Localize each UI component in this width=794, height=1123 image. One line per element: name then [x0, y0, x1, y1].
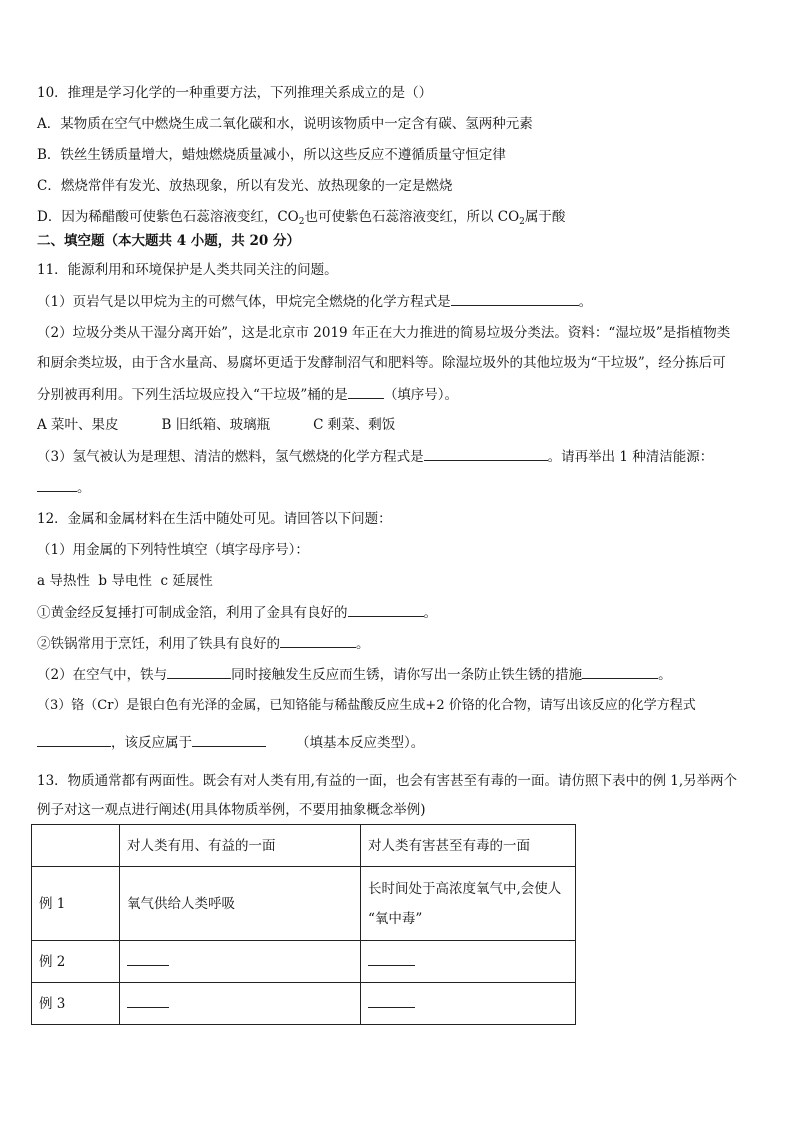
q12-part3-line2	[37, 733, 424, 752]
q11-part3-end: 。	[77, 480, 91, 496]
q11-part3-text2: 。请再举出 1 种清洁能源：	[547, 449, 714, 465]
q10-option-b: B．铁丝生锈质量增大，蜡烛燃烧质量减小，所以这些反应不遵循质量守恒定律	[37, 147, 506, 163]
section-heading: 二、填空题（本大题共 4 小题，共 20 分）	[37, 233, 300, 249]
row-label: 例 1	[32, 867, 120, 941]
q10-option-d-part1: D．因为稀醋酸可使紫色石蕊溶液变红，CO	[37, 209, 299, 225]
q13-line2: 例子对这一观点进行阐述(用具体物质举例，不要用抽象概念举例)	[37, 802, 426, 818]
answer-blank[interactable]	[368, 953, 415, 966]
q11-part1	[37, 292, 592, 311]
table-cell	[361, 983, 576, 1025]
table-row	[32, 867, 576, 941]
answer-blank[interactable]	[167, 665, 231, 679]
answer-blank[interactable]	[127, 953, 169, 966]
q10-option-a: A．某物质在空气中燃烧生成二氧化碳和水，说明该物质中一定含有碳、氢两种元素	[37, 116, 533, 132]
table-header-cell: 对人类有害甚至有毒的一面	[361, 825, 576, 867]
q12-part2-text: （2）在空气中，铁与	[37, 667, 168, 683]
q10-stem: 10．推理是学习化学的一种重要方法，下列推理关系成立的是（）	[37, 85, 433, 101]
cell-line: 长时间处于高浓度氧气中,会使人	[368, 880, 562, 897]
q12-options: a 导热性 b 导电性 c 延展性	[37, 573, 213, 589]
q10-option-d-part3: 属于酸	[524, 209, 566, 225]
q11-part2-line3-text: 分别被再利用。下列生活垃圾应投入“干垃圾”桶的是	[37, 387, 348, 403]
answer-blank[interactable]	[192, 733, 266, 747]
answer-blank[interactable]	[127, 995, 169, 1008]
q11-part3-line2	[37, 478, 91, 497]
answer-blank[interactable]	[280, 634, 356, 648]
answer-blank[interactable]	[451, 292, 579, 306]
q12-part2-end: 。	[658, 667, 672, 683]
q12-item1	[37, 603, 437, 622]
answer-blank[interactable]	[424, 447, 548, 461]
q11-part2-line2: 和厨余类垃圾，由于含水量高、易腐坏更适于发酵制沼气和肥料等。除湿垃圾外的其他垃圾为“干垃圾”，经分拣后可	[37, 355, 726, 371]
answer-blank[interactable]	[348, 603, 424, 617]
answer-blank[interactable]	[368, 995, 415, 1008]
table-cell: 氧气供给人类呼吸	[120, 867, 361, 941]
q12-item2-text: ②铁锅常用于烹饪，利用了铁具有良好的	[37, 636, 280, 652]
row-label: 例 3	[32, 983, 120, 1025]
table-row	[32, 941, 576, 983]
answer-blank[interactable]	[37, 733, 111, 747]
table-header-cell: 对人类有用、有益的一面	[120, 825, 361, 867]
q12-item2	[37, 634, 370, 653]
q12-part1: （1）用金属的下列特性填空（填字母序号）：	[37, 542, 309, 558]
table-cell	[120, 941, 361, 983]
q11-part3-text: （3）氢气被认为是理想、清洁的燃料，氢气燃烧的化学方程式是	[37, 449, 424, 465]
table-header-row	[32, 825, 576, 867]
q11-part2-line1: （2）垃圾分类从干湿分离开始”，这是北京市 2019 年正在大力推进的简易垃圾分类法。资料：“湿垃圾”是指植物类	[37, 325, 731, 341]
q11-part2-line3-end: （填序号）。	[383, 387, 459, 403]
subscript: 2	[519, 217, 525, 227]
table-cell	[361, 941, 576, 983]
q11-part1-text: （1）页岩气是以甲烷为主的可燃气体，甲烷完全燃烧的化学方程式是	[37, 294, 451, 310]
q10-option-c: C．燃烧常伴有发光、放热现象，所以有发光、放热现象的一定是燃烧	[37, 178, 453, 194]
q12-stem: 12．金属和金属材料在生活中随处可见。请回答以下问题：	[37, 511, 392, 527]
q11-choices: A 菜叶、果皮 B 旧纸箱、玻璃瓶 C 剩菜、剩饭	[37, 417, 396, 433]
cell-line: “氧中毒”	[368, 910, 423, 927]
q12-part2	[37, 665, 672, 684]
q12-item1-end: 。	[423, 605, 437, 621]
answer-blank[interactable]	[348, 385, 384, 399]
q10-option-d-part2: 也可使紫色石蕊溶液变红，所以 CO	[304, 209, 520, 225]
table-cell	[120, 983, 361, 1025]
q12-part3-text2: ，该反应属于	[111, 735, 192, 751]
table-cell	[361, 867, 576, 941]
q12-part3: （3）铬（Cr）是银白色有光泽的金属，已知铬能与稀盐酸反应生成+2 价铬的化合物，请写出该反应的化学方程式	[37, 698, 696, 713]
answer-blank[interactable]	[37, 478, 77, 492]
q11-part1-end: 。	[578, 294, 593, 310]
row-label: 例 2	[32, 941, 120, 983]
q12-item2-end: 。	[356, 636, 370, 652]
q12-item1-text: ①黄金经反复捶打可制成金箔，利用了金具有良好的	[37, 605, 348, 621]
table-header-cell	[32, 825, 120, 867]
q10-option-d	[37, 208, 565, 226]
table-row	[32, 983, 576, 1025]
q11-part2-line3	[37, 385, 458, 404]
subscript: 2	[298, 217, 305, 227]
answer-blank[interactable]	[582, 665, 658, 679]
q12-part2-text2: 同时接触发生反应而生锈，请你写出一条防止铁生锈的措施	[231, 667, 583, 683]
q12-part3-end: （填基本反应类型）。	[296, 735, 425, 751]
q11-stem: 11．能源利用和环境保护是人类共同关注的问题。	[37, 262, 338, 278]
comparison-table	[31, 824, 576, 1025]
q11-part3	[37, 447, 713, 466]
q13-line1: 13．物质通常都有两面性。既会有对人类有用,有益的一面，也会有害甚至有毒的一面。请仿照下表中的例 1,另举两个	[37, 773, 738, 789]
